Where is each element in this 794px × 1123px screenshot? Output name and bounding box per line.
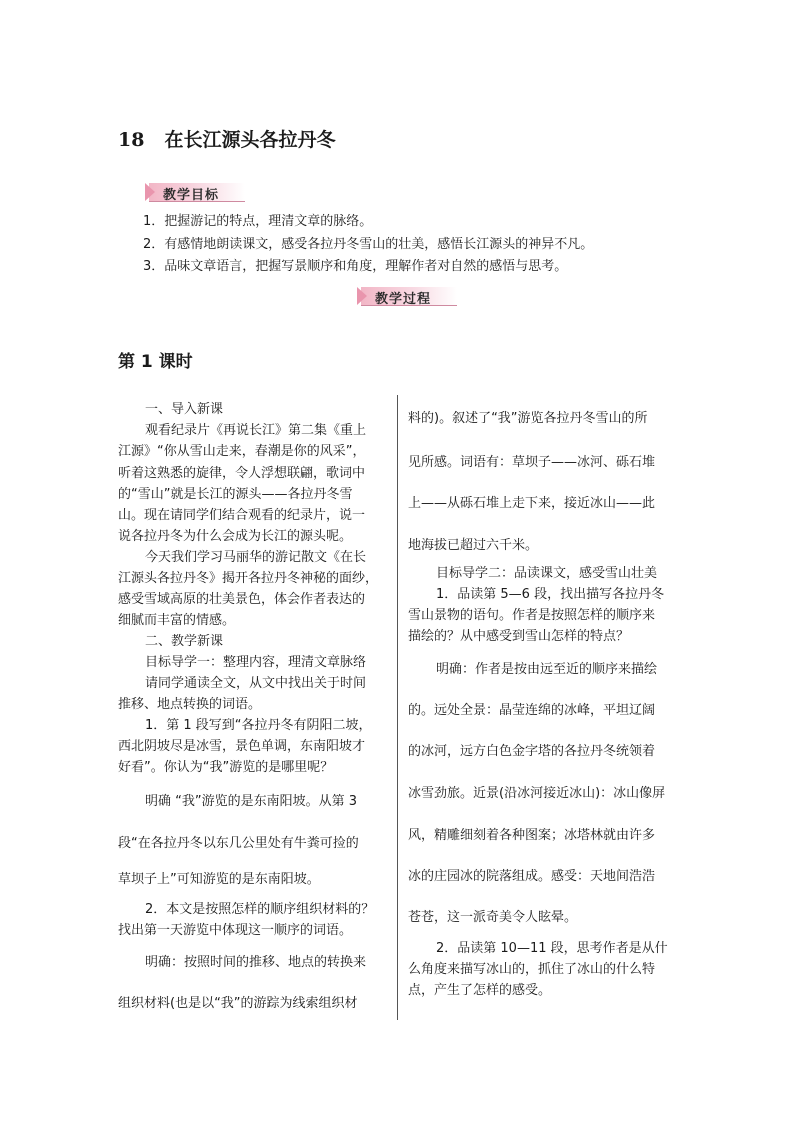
paragraph-line: 山。现在请同学们结合观看的纪录片，说一 xyxy=(118,508,366,523)
paragraph-line: 明确：按照时间的推移、地点的转换来 xyxy=(145,955,367,970)
process-badge-label: 教学过程 xyxy=(375,292,432,307)
paragraph-line: 西北阴坡尽是冰雪，景色单调，东南阳坡才 xyxy=(118,739,366,754)
paragraph-line: 今天我们学习马丽华的游记散文《在长 xyxy=(145,550,367,565)
paragraph-line: 苍苍，这一派奇美令人眩晕。 xyxy=(408,910,578,925)
lesson-number: 18 xyxy=(118,129,145,151)
paragraph-line: 料的)。叙述了“我”游览各拉丹冬雪山的所 xyxy=(408,411,648,426)
paragraph-line: 二、教学新课 xyxy=(145,634,224,649)
paragraph-line: 上——从砾石堆上走下来，接近冰山——此 xyxy=(408,496,656,511)
paragraph-line: 找出第一天游览中体现这一顺序的词语。 xyxy=(118,923,353,938)
goal-item: 1．把握游记的特点，理清文章的脉络。 xyxy=(143,214,373,229)
paragraph-line: 好看”。你认为“我”游览的是哪里呢？ xyxy=(118,760,334,775)
paragraph-line: 细腻而丰富的情感。 xyxy=(118,613,236,628)
paragraph-line: 冰的庄园冰的院落组成。感受：天地间浩浩 xyxy=(408,869,656,884)
lesson-heading: 第 1 课时 xyxy=(118,352,193,372)
paragraph-line: 感受雪域高原的壮美景色，体会作者表达的 xyxy=(118,592,366,607)
paragraph-line: 1．品读第 5—6 段，找出描写各拉丹冬 xyxy=(436,587,665,602)
paragraph-line: 江源头各拉丹冬》揭开各拉丹冬神秘的面纱， xyxy=(118,571,379,586)
paragraph-line: 冰雪劲旅。近景(沿冰河接近冰山)：冰山像屏 xyxy=(408,786,666,801)
paragraph-line: 听着这熟悉的旋律，令人浮想联翩，歌词中 xyxy=(118,466,366,481)
paragraph-line: 草坝子上”可知游览的是东南阳坡。 xyxy=(118,872,320,887)
paragraph-line: 雪山景物的语句。作者是按照怎样的顺序来 xyxy=(408,608,656,623)
paragraph-line: 见所感。词语有：草坝子——冰河、砾石堆 xyxy=(408,455,656,470)
paragraph-line: 的“雪山”就是长江的源头——各拉丹冬雪 xyxy=(118,487,353,502)
paragraph-line: 组织材料(也是以“我”的游踪为线索组织材 xyxy=(118,996,358,1011)
paragraph-line: 描绘的？从中感受到雪山怎样的特点？ xyxy=(408,629,630,644)
paragraph-line: 地海拔已超过六千米。 xyxy=(408,538,539,553)
paragraph-line: 目标导学一：整理内容，理清文章脉络 xyxy=(145,655,367,670)
paragraph-line: 说各拉丹冬为什么会成为长江的源头呢。 xyxy=(118,529,353,544)
paragraph-line: 风，精雕细刻着各种图案；冰塔林就由许多 xyxy=(408,828,656,843)
paragraph-line: 目标导学二：品读课文，感受雪山壮美 xyxy=(436,566,658,581)
paragraph-line: 1．第 1 段写到“各拉丹冬有阴阳二坡， xyxy=(145,718,372,733)
paragraph-line: 点，产生了怎样的感受。 xyxy=(408,983,552,998)
paragraph-line: 请同学通读全文，从文中找出关于时间 xyxy=(145,676,367,691)
goals-badge-label: 教学目标 xyxy=(163,188,220,203)
paragraph-line: 么角度来描写冰山的，抓住了冰山的什么特 xyxy=(408,962,656,977)
paragraph-line: 2．本文是按照怎样的顺序组织材料的？ xyxy=(145,902,375,917)
paragraph-line: 段“在各拉丹冬以东几公里处有牛粪可捡的 xyxy=(118,836,359,851)
paragraph-line: 2．品读第 10—11 段，思考作者是从什 xyxy=(436,941,668,956)
lesson-title-text: 在长江源头各拉丹冬 xyxy=(164,129,336,151)
paragraph-line: 明确 “我”游览的是东南阳坡。从第 3 xyxy=(145,794,358,809)
paragraph-line: 的。远处全景：晶莹连绵的冰峰，平坦辽阔 xyxy=(408,703,656,718)
paragraph-line: 一、导入新课 xyxy=(145,402,224,417)
goal-item: 3．品味文章语言，把握写景顺序和角度，理解作者对自然的感悟与思考。 xyxy=(143,259,568,274)
paragraph-line: 明确：作者是按由远至近的顺序来描绘 xyxy=(436,662,658,677)
paragraph-line: 江源》“你从雪山走来，春潮是你的风采”， xyxy=(118,444,366,459)
paragraph-line: 的冰河，远方白色金字塔的各拉丹冬统领着 xyxy=(408,744,656,759)
paragraph-line: 观看纪录片《再说长江》第二集《重上 xyxy=(145,423,367,438)
paragraph-line: 推移、地点转换的词语。 xyxy=(118,697,262,712)
goal-item: 2．有感情地朗读课文，感受各拉丹冬雪山的壮美，感悟长江源头的神异不凡。 xyxy=(143,236,594,252)
